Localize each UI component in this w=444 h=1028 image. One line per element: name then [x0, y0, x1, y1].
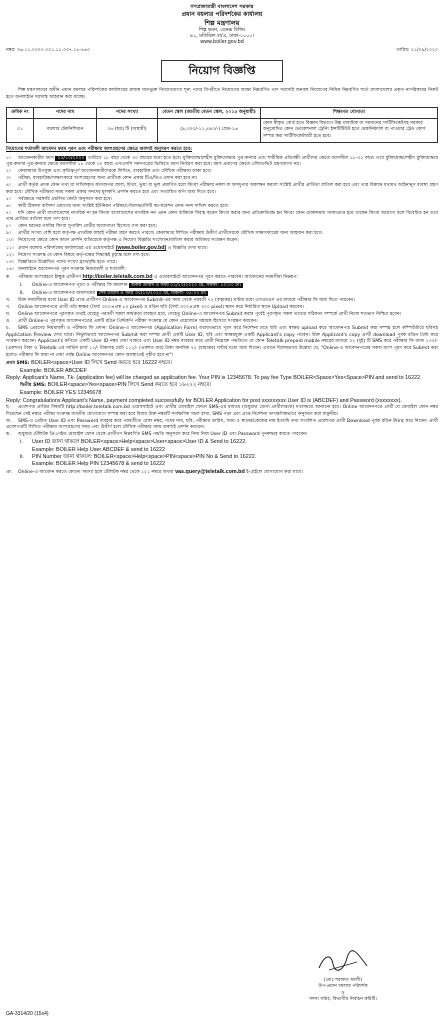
signatory-and: ও [341, 990, 345, 996]
instructions-title: নিয়োগের শর্তাবলী আবেদন ফরম পূরণ এবং পরীক্ষায় অংশগ্রহণের ক্ষেত্রে অবশ্যই অনুসরণ করতে হবে: [6, 147, 193, 153]
footer-code: GA-3314/20 (15x4) [6, 1011, 49, 1018]
sms-example-1: Example: BOILER ABCDEF [20, 367, 87, 374]
header-office: প্রধান বয়লার পরিদর্শকের কার্যালয় [181, 11, 263, 18]
memo-date: তারিখ: ২১/০৯/২০২০ [396, 47, 438, 53]
sms-first: প্রথম SMS: BOILER<space>User ID লিখে Send করতে হবে 16222 নম্বরে। [6, 359, 173, 366]
list-item: i. Online-এ আবেদনপত্র পূরণ ও পরীক্ষার ফি জমাদান শুরুর তারিখ ও সময় ০১/১০/২০২০ খ্রি, সকাল: ১০:০০ টা। [20, 282, 241, 289]
list-item: ১৪। অনলাইনে আবেদনপত্র পূরণ সংক্রান্ত নিয়মাবলী ও শর্তাবলী: [6, 267, 127, 273]
reference-row [6, 48, 438, 55]
end-date-highlight: শেষ তারিখ ও সময় ৩০/১০/২০২০ খ্রি, বিকাল- ০৫:০০ টা। [98, 291, 207, 297]
list-item: ঘ. Online আবেদনপত্রে পূরণকৃত তথ্যই যেহেতু পরবর্তী সকল কার্যক্রমে ব্যবহৃত হবে, সেহেতু Online-এ আবেদনপত্র Submit করার পূর্বেই পূরণকৃত সকল তথ্যের সঠিকতা সম্পর্কে প্রার্থী নিজে শতভাগ নিশ্চিত হবেন। [6, 312, 402, 318]
header-address: ৯১, মতিঝিল বা/এ, ঢাকা-১০০০। [189, 33, 255, 39]
list-item: ১৩। বিজ্ঞপ্তিতে উল্লেখিত পদের সংখ্যা হ্রাস/বৃদ্ধি হতে পারে। [6, 260, 117, 266]
list-item: ক. পরীক্ষায় অংশগ্রহণে ইচ্ছুক প্রার্থীগণ http://boiler.teletalk.com.bd এ ওয়েবসাইটে আবেদনপত্র পূরণ করতে পারবেন। আবেদনের সময়সীমা নিম্নরূপ: [6, 274, 298, 281]
list-item: ৫। সর্বক্ষেত্রে সরকারি প্রচলিত কোটা অনুসরণ করা হবে। [6, 196, 113, 202]
recovery-pin: ii. PIN Number জানা থাকলে: BOILER<space>Help<space>PIN<space>PIN No & Send to 16222. [20, 453, 257, 460]
recovery-userid: i. User ID জানা থাকলে BOILER<space>Help<space>User<space>User ID & Send to 16222. [20, 439, 247, 446]
post-table [6, 107, 438, 144]
row-qualification: কোন স্বীকৃত বোর্ড হতে বিজ্ঞান বিভাগে উচ্চ মাধ্যমিক বা সমমানের সার্টিফিকেটসহ সরকার অনুমোদিত কোন ভোকেশনাল ট্রেনিং ইন্সটিটিউট হতে মেকানিক্যাল বা পাওয়ার ট্রেড কোর্স সম্পন্ন করা সার্টিফিকেটধারী হতে হবে। [261, 118, 438, 142]
header-ministry: শিল্প মন্ত্রণালয় [204, 19, 240, 27]
row-serial: ০১ [7, 118, 34, 142]
list-item: জ. SMS-এ প্রেরিত User ID এবং Password ব্যবহার করে পরবর্তীতে রোল নম্বর, পদের নাম, ছবি, পরীক্ষার তারিখ, সময় ও স্থানের/কেন্দ্রের নাম ইত্যাদি তথ্য সংবলিত প্রবেশপত্র প্রার্থী Download পূর্বক রঙিন Print করে নিবেন। প্রার্থী প্রবেশপত্রটি লিখিত পরীক্ষায় অংশগ্রহণের সময় এবং উত্তীর্ণ হলে মৌখিক পরীক্ষার সময় অবশ্যই প্রদর্শন করবেন। [6, 418, 438, 431]
row-post-name: বয়লার টেকনিশিয়ান [34, 118, 97, 142]
table-row [7, 118, 438, 142]
memo-number: নম্বর: ৩৬.১১.০০০০.০০১.১১.০০৭.১৮-৪৬০ [6, 47, 91, 53]
signatory-title: উপ-প্রধান বয়লার পরিদর্শক [318, 984, 368, 990]
list-item: ঙ. প্রার্থী Online-এ পূরণকৃত আবেদনপত্রের একটি রঙিন প্রিন্টকপি পরীক্ষা সংক্রান্ত যে কোন প্রয়োজনে সহায়ক হিসেবে সংরক্ষণ করবেন। [6, 319, 258, 325]
list-item: খ. উক্ত সময়সীমার মধ্যে User ID প্রাপ্ত প্রার্থীগণ Online-এ আবেদনপত্র Submit-এর সময় থেকে পরবর্তী ৭২ (বাহাত্তর) ঘণ্টার মধ্যে এসএমএস এর মাধ্যমে পরীক্ষার ফি জমা দিতে পারবেন। [6, 298, 355, 304]
list-item: ১২। নিয়োগ সংক্রান্ত যে কোন বিষয়ে কর্তৃপক্ষের সিদ্ধান্তই চূড়ান্ত বলে গণ্য হবে। [6, 253, 150, 259]
list-item: ১। আবেদনকারীর বয়স ২৫/১০/২০২০ তারিখে ১৮ বছর থেকে ৩০ বছরের মধ্যে হতে হবে। মুক্তিযোদ্ধা/শহীদ মুক্তিযোদ্ধার পুত্র-কন্যার এবং শারীরিক প্রতিবন্ধী প্রার্থীদের ক্ষেত্রে বয়সসীমা ১৮-৩২ বছর। তবে মুক্তিযোদ্ধা/শহীদ মুক্তিযোদ্ধার পুত্র-কন্যার পুত্র-কন্যার ক্ষেত্রে বয়সসীমা ১৮ থেকে ৩০ বছর। এসএসসি সনদপত্রের ভিত্তিতে বয়স নির্ধারণ করা হবে। বয়স প্রমাণের ক্ষেত্রে এফিডেভিট গ্রহণযোগ্য নয়। [6, 155, 438, 168]
document-title: নিয়োগ বিজ্ঞপ্তি [161, 60, 283, 82]
col-pay-scale: বেতন স্কেল (জাতীয় বেতন স্কেল, ২০১৫ অনুযায়ী) [158, 107, 261, 118]
header-building: শিল্প ভবন, এনেক্স বিল্ডিং [198, 27, 246, 33]
list-item: চ. SMS প্রেরণের নিয়মাবলী ও পরীক্ষার ফি প্রদান: Online-এ আবেদনপত্র (Application Form) যথাযথভাবে পূরণ করে নির্দেশনা মতে ছবি এবং স্বাক্ষর upload করে আবেদনপত্র Submit করা সম্পন্ন হলে কম্পিউটারে ছবিসহ Application Preview দেখা যাবে। নির্ভুলভাবে আবেদনপত্র Submit করা সম্পন্ন প্রার্থী একটি User ID, ছবি এবং স্বাক্ষরযুক্ত একটি Applicant's copy পাবেন। উক্ত Applicant's copy প্রার্থী download পূর্বক রঙিন প্রিন্ট করে সংরক্ষণ করবেন। Applicant's কপিতে একটি User ID নম্বর দেয়া থাকবে এবং User ID নম্বর ব্যবহার করে প্রার্থী নিম্নোক্ত পদ্ধতিতে যে কোন Teletalk prepaid mobile নম্বরের মাধ্যমে ০২ (দুই) টি SMS করে পরীক্ষার ফি বাবদ ১০০/- (একশত) টাকা ও Teletalk এর সার্ভিস চার্জ ১২/- টাকাসহ মোট ১১২/- (একশত বার) টাকা অনধিক ৭২ (বাহাত্তর) ঘণ্টার মধ্যে জমা দিবেন। এখানে বিশেষভাবে উল্লেখ্য যে, "Online-এ আবেদনপত্রের সকল অংশ পূরণ করে Submit করা হলেও পরীক্ষার ফি জমা না দেয়া পর্যন্ত Online আবেদনপত্র কোন অবস্থাতেই গৃহীত হবে না"। [6, 326, 438, 358]
col-post-name: পদের নাম [34, 107, 97, 118]
post-table-header-row [7, 107, 438, 118]
list-item: ১০। নিয়োগের ক্ষেত্রে কোন কারণ প্রদর্শন ব্যতিরেকে কর্তৃপক্ষ এ নিয়োগ বিজ্ঞপ্তি সংশোধন/বাতিল করার অধিকার সংরক্ষণ করেন। [6, 238, 239, 244]
letterhead [6, 4, 438, 47]
header-government: গণপ্রজাতন্ত্রী বাংলাদেশ সরকার [190, 4, 254, 10]
list-item: ছ. প্রবেশপত্র প্রাপ্তির বিষয়টি http://boiler.teletalk.com.bd ওয়েবসাইটে এবং প্রার্থীর মোবাইল ফোনে SMS-এর মাধ্যমে (শুধুমাত্র যোগ্য প্রার্থীদেরকে) যথাসময়ে জানানো হবে। Online আবেদনপত্রে প্রার্থী যে মোবাইল ফোন নম্বর দিয়েছেন সেই নম্বরে পরীক্ষা সংক্রান্ত যাবতীয় যোগাযোগ সম্পন্ন করা হবে বিধায় উক্ত নম্বরটি সার্বক্ষণিক সচল রাখা, SMS পড়া এবং প্রাপ্ত নির্দেশনা তাৎক্ষণিকভাবে অনুসরণ করা বাঞ্ছনীয়। [6, 405, 438, 417]
col-qualification: শিক্ষাগত যোগ্যতা [261, 107, 438, 118]
list-item: ৬। স্থায়ী ঠিকানা বাসিন্দা প্রমাণের জন্য সংশ্লিষ্ট ইউনিয়ন পরিষদ/পৌরসভা/সিটি কর্পোরেশন প্রদত্ত সনদ দাখিল করতে হবে। [6, 203, 229, 209]
list-item: ii. Online-এ আবেদনপত্র জমাদানের শেষ তারিখ ও সময় ৩০/১০/২০২০ খ্রি, বিকাল- ০৫:০০ টা। [20, 290, 207, 297]
teletalk-link[interactable]: http://boiler.teletalk.com.bd [82, 274, 153, 281]
signature-mark [313, 950, 373, 974]
recovery-pin-example: Example: BOILER Help PIN 12345678 & send to 16222 [32, 461, 166, 468]
list-item: গ. Online আবেদনপত্রে প্রার্থী তাঁর স্বাক্ষর (দৈর্ঘ্য ৩০০×প্রস্থ ৮০ pixel) ও রঙিন ছবি (দৈর্ঘ্য ৩০০×প্রস্থ ৩০০ pixel) স্ক্যান করে নির্ধারিত স্থানে Upload করবেন। [6, 305, 304, 311]
list-item: ৪। প্রার্থী কর্তৃক প্রদত্ত কোন তথ্য বা দাখিলকৃত কাগজপত্র জাল, মিথ্যা, ভুয়া বা ভুল প্রমাণিত হলে কিংবা পরীক্ষায় নকল বা অসদুপায় অবলম্বন করলে সংশ্লিষ্ট প্রার্থীর প্রার্থিতা বাতিল করা হবে এবং তার বিরুদ্ধে যথাযথ আইনানুগ ব্যবস্থা গ্রহণ করা হবে। মৌখিক পরীক্ষার সময় সকল প্রকার সনদের মূলকপি প্রদর্শন করতে হবে এবং সত্যায়িত কপি জমা দিতে হবে। [6, 183, 438, 195]
list-item: ঞ. Online-এ আবেদন করতে কোনো সমস্যা হলে টেলিটক নম্বর থেকে ১২১ নম্বরে অথবা vas.query@teletalk.com.bd ই-মেইলে যোগাযোগ করা যাবে। [6, 468, 303, 475]
sms-second: দ্বিতীয় SMS: BOILER<space>Yes<space>PIN লিখে Send করতে হবে ১৬২২২ নম্বরে। [20, 382, 212, 389]
website-link[interactable]: (www.boiler.gov.bd) [115, 245, 167, 252]
list-item: ২। কেবলমাত্র উপযুক্ত এবং কৃতিত্বপূর্ণ আবেদনকারীদেরকে লিখিত, ব্যবহারিক এবং মৌখিক পরীক্ষায় ডাকা হবে। [6, 169, 212, 175]
row-pay-scale: (৯,৩০০/-২২,৪৯০/-) গ্রেড-১৬ [158, 118, 261, 142]
deadline-highlight: ২৫/১০/২০২০ [57, 155, 85, 161]
support-email[interactable]: vas.query@teletalk.com.bd [175, 468, 245, 475]
signatory-name: (মোঃ শরাফত আলী) [323, 977, 363, 983]
list-item: ১১। প্রধান বয়লার পরিদর্শকের কার্যালয়ের এর ওয়েবসাইটে (www.boiler.gov.bd) এ বিজ্ঞপ্তি দেখা যাবে। [6, 245, 208, 252]
signatory-committee: সদস্য সচিব, বিভাগীয় নির্বাচন কমিটি। [309, 997, 377, 1003]
list-item: ৮। কোন ধরনের তদবির কিংবা সুপারিশ প্রার্থীর অযোগ্যতা হিসেবে গণ্য করা হবে। [6, 224, 157, 230]
col-serial: ক্রমিক নং [7, 107, 34, 118]
job-circular-document [6, 4, 438, 1018]
row-post-count: ০৬ (ছয়) টি (অস্থায়ী) [97, 118, 158, 142]
list-item: ৭। যদি কোন প্রার্থী বাংলাদেশের নাগরিক না হন কিংবা বাংলাদেশের নাগরিক নন এমন কোন ব্যক্তিকে বিবাহ করেন কিংবা করার জন্য প্রতিশ্রুতিবদ্ধ হন কিংবা কোন মোকদ্দমায় সাজাপ্রাপ্ত হয়ে থাকেন কিংবা অযোগ্য বলে বিবেচিত হন তবে তার প্রার্থিতা বাতিল বলে গণ্য হবে। [6, 210, 438, 223]
list-item: ঝ. শুধুমাত্র টেলিটক প্রি-পেইড মোবাইল ফোন থেকে প্রার্থীগণ নিম্নবর্ণিত SMS পদ্ধতি অনুসরণ করে নিজ নিজ User ID এবং Password পুনরুদ্ধার করতে পারবেন। [6, 432, 308, 438]
list-item: ৯। প্রার্থীর সংখ্যা বেশি হলে কর্তৃপক্ষ প্রাথমিক বাছাই পরীক্ষা গ্রহণ করতে পারবে। কেবলমাত্র লিখিত পরীক্ষায় উত্তীর্ণ প্রার্থীদেরকে মৌখিক সাক্ষাৎকারের জন্য আহবান করা হবে। [6, 231, 323, 237]
intro-paragraph: শিল্প মন্ত্রণালয়ের অধীন প্রধান বয়লার পরিদর্শকের কার্যালয়ের রাজস্ব খাতভুক্ত নিয়োগযোগ্য শূন্য পদের বিপরীতে নিয়োগের লক্ষ্যে নিম্নবর্ণিত পদে সরাসরি জনবল নিয়োগের নিমিত্ত নিম্নবর্ণিত শর্তে বাংলাদেশের প্রকৃত নাগরিকদের নিকট হতে অনলাইনে দরখাস্ত আহবান করা যাচ্ছে। [6, 88, 438, 100]
sms-reply-2: Reply: Congratulations Applicant's Name, payment completed successfully for BOILER Application for post xxxxxxxxx User ID is (ABCDEF) and Password (xxxxxxxx). [6, 397, 402, 404]
list-item: ৩। পরীক্ষা, ব্যবহারিক/সাক্ষাৎকারে অংশগ্রহণের জন্য প্রার্থীকে কোন প্রকার টিএ/ডিএ প্রদান করা হবে না। [6, 176, 198, 182]
col-post-count: পদের সংখ্যা [97, 107, 158, 118]
conditions-list [6, 156, 438, 477]
signature-block [278, 950, 408, 1004]
header-website[interactable]: www.boiler.gov.bd [200, 40, 244, 46]
recovery-userid-example: Example: BOILER Help User ABCDEF & send to 16222 [32, 446, 166, 453]
sms-example-2: Example: BOILER YES 12345678 [20, 390, 102, 397]
start-date-highlight: শুরুর তারিখ ও সময় ০১/১০/২০২০ খ্রি, সকাল: ১০:০০ টা। [131, 283, 241, 289]
sms-reply-1: Reply: Applicant's Name, Tk- (application fee) will be charged as application fee. Your PIN is 12345678. To pay fee Type BOILER<Space>Yes<Space>PIN and send to 16222. [6, 374, 422, 381]
